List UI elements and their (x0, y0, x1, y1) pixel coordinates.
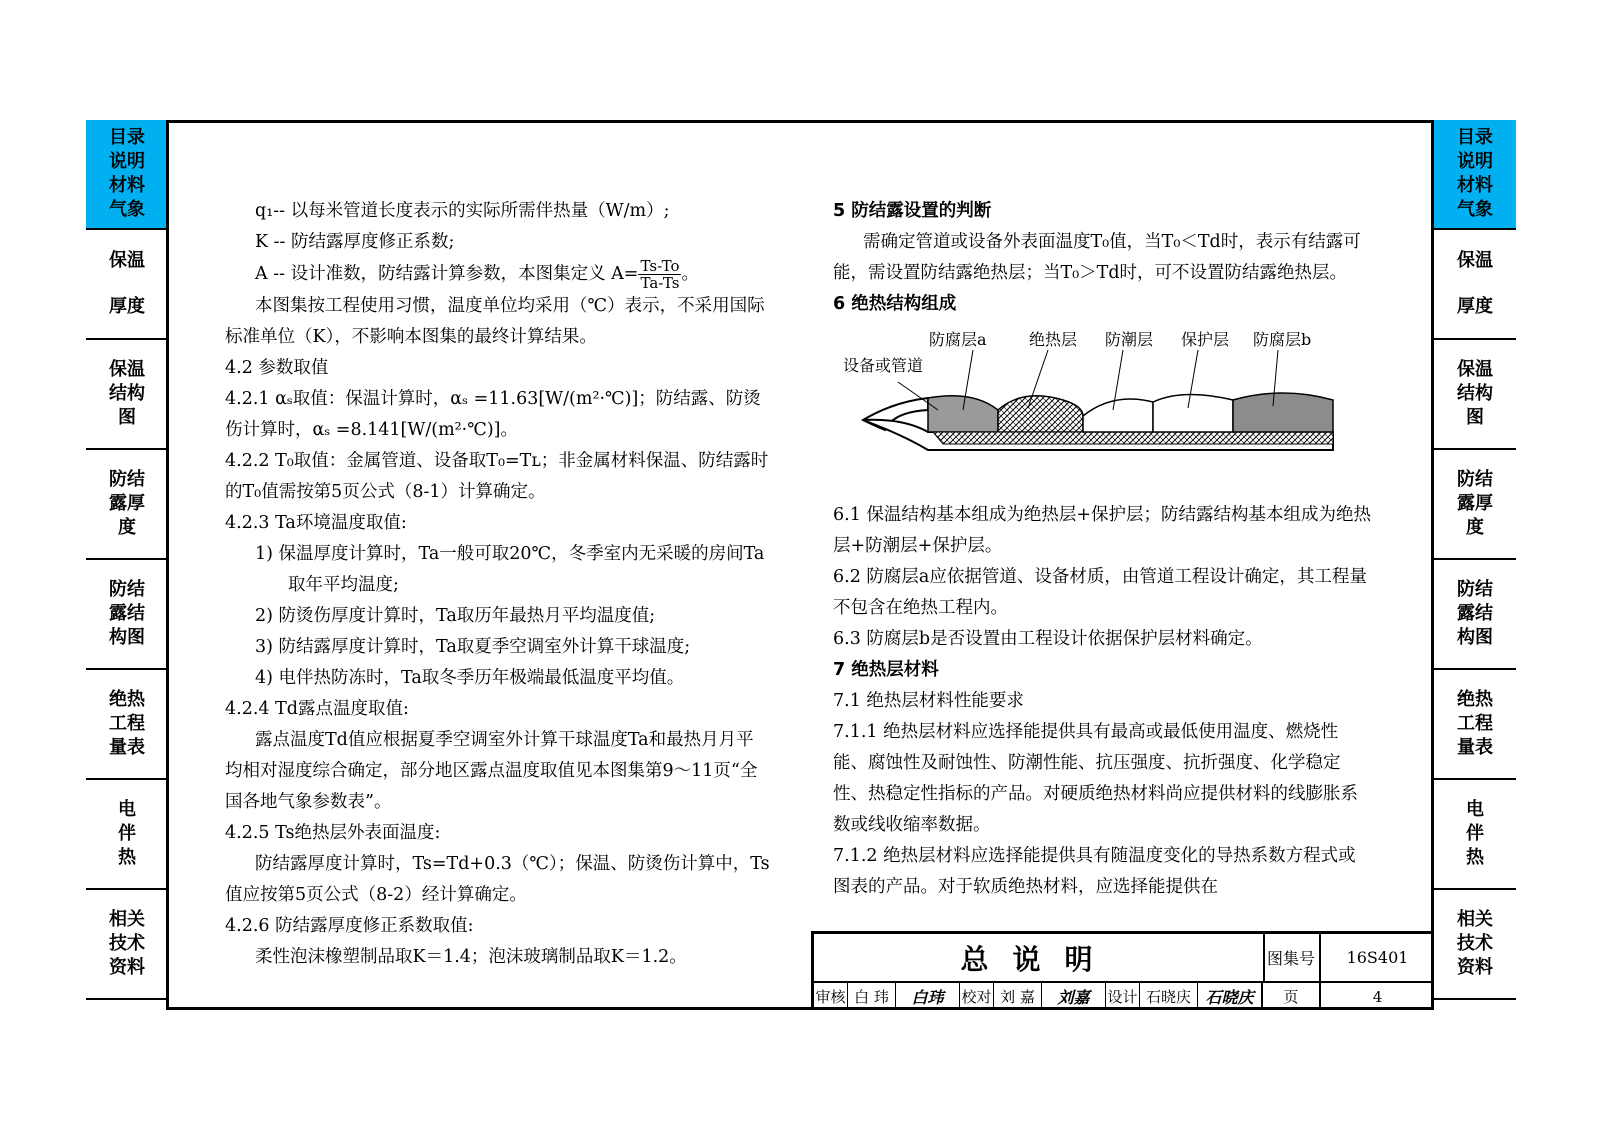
moisture-barrier-layer (1083, 399, 1153, 432)
reviewer-signature: 白玮 (896, 983, 960, 1010)
a-definition (225, 258, 770, 291)
tab-label: 相关技术资料 (109, 909, 145, 978)
tab-electric-tracing[interactable] (86, 780, 168, 890)
tab-anticondensation-thickness[interactable] (86, 450, 168, 560)
label-insulation: 绝热层 (1029, 330, 1078, 349)
tab-insulation-thickness[interactable] (86, 230, 168, 340)
label-moisture: 防潮层 (1105, 330, 1154, 349)
review-label: 审核 (814, 983, 848, 1010)
checker-signature: 刘嘉 (1042, 983, 1106, 1010)
page-label: 页 (1263, 983, 1321, 1010)
para-7-1-2: 7.1.2 绝热层材料应选择能提供具有随温度变化的导热系数方程式或图表的产品。对于软质绝热材料，应选择能提供在 (833, 846, 1356, 897)
section-4-2-3-item-1: 1) 保温厚度计算时，Ta一般可取20℃，冬季室内无采暖的房间Ta取年平均温度; (255, 544, 765, 595)
tab-label: 保温结构图 (109, 359, 145, 428)
designer-name: 石晓庆 (1140, 983, 1198, 1010)
a-formula-fraction (638, 258, 681, 291)
para-6-3: 6.3 防腐层b是否设置由工程设计依据保护层材料确定。 (833, 629, 1263, 649)
section-4-2-1: 4.2.1 αₛ取值：保温计算时，αₛ =11.63[W/(m²·℃)]；防结露、防烫伤计算时，αₛ =8.141[W/(m²·℃)]。 (225, 389, 761, 440)
section-4-2-3-item-4: 4) 电伴热防冻时，Ta取冬季历年极端最低温度平均值。 (255, 668, 685, 688)
right-nav-tabs (1434, 120, 1516, 1000)
a-numerator: Ts-To (640, 257, 680, 275)
tab-label: 防结露结构图 (109, 579, 145, 648)
tab-label: 电伴热 (1466, 799, 1484, 868)
tab-label: 保温厚度 (1457, 250, 1493, 317)
insulation-layer-band (933, 432, 1333, 444)
tab-label: 相关技术资料 (1457, 909, 1493, 978)
right-column (833, 196, 1373, 903)
anticorrosion-layer-a (928, 396, 998, 432)
section-4-2: 4.2 参数取值 (225, 358, 329, 378)
section-4-2-5: 4.2.5 Ts绝热层外表面温度: (225, 823, 441, 843)
tab-contents[interactable] (86, 120, 168, 230)
design-label: 设计 (1106, 983, 1140, 1010)
left-nav-tabs (86, 120, 168, 1000)
reviewer-name: 白 玮 (848, 983, 896, 1010)
section-4-2-3-item-2: 2) 防烫伤厚度计算时，Ta取历年最热月平均温度值; (255, 606, 656, 626)
section-4-2-2: 4.2.2 T₀取值：金属管道、设备取T₀=Tʟ；非金属材料保温、防结露时的T₀值需按第5页公式（8-1）计算确定。 (225, 451, 769, 502)
para-7-1-1: 7.1.1 绝热层材料应选择能提供具有最高或最低使用温度、燃烧性能、腐蚀性及耐蚀性、防潮性能、抗压强度、抗折强度、化学稳定性、热稳定性指标的产品。对硬质绝热材料尚应提供材料的线膨胀系数或线收缩率数据。 (833, 722, 1358, 835)
title-block-row-2 (814, 983, 1434, 1010)
a-definition-suffix: 。 (681, 264, 699, 284)
para-7-1: 7.1 绝热层材料性能要求 (833, 691, 1024, 711)
tab-label: 保温厚度 (109, 250, 145, 317)
tab-label: 防结露结构图 (1457, 579, 1493, 648)
section-4-2-5-body: 防结露厚度计算时，Ts=Td+0.3（℃）；保温、防烫伤计算中，Ts值应按第5页公式（8-2）经计算确定。 (225, 854, 770, 905)
tab-related-info[interactable] (86, 890, 168, 1000)
tab-label: 防结露厚度 (109, 469, 145, 538)
heading-6: 6 绝热结构组成 (833, 294, 957, 314)
para-6-1: 6.1 保温结构基本组成为绝热层+保护层；防结露结构基本组成为绝热层+防潮层+保护层。 (833, 505, 1372, 556)
tab-label: 电伴热 (118, 799, 136, 868)
title-block-row-1 (814, 934, 1434, 983)
tab-quantity-table[interactable] (86, 670, 168, 780)
k-definition: K -- 防结露厚度修正系数; (255, 232, 455, 252)
check-label: 校对 (960, 983, 994, 1010)
insulation-layer (998, 396, 1083, 432)
section-4-2-6: 4.2.6 防结露厚度修正系数取值: (225, 916, 474, 936)
tab-quantity-table[interactable] (1434, 670, 1516, 780)
section-4-2-4-body: 露点温度Td值应根据夏季空调室外计算干球温度Ta和最热月月平均相对湿度综合确定，部分地区露点温度取值见本图集第9～11页“全国各地气象参数表”。 (225, 730, 758, 812)
drawing-title: 总说明 (814, 934, 1265, 981)
tab-related-info[interactable] (1434, 890, 1516, 1000)
tab-anticondensation-thickness[interactable] (1434, 450, 1516, 560)
label-anticorrosion-a: 防腐层a (929, 330, 987, 349)
section-4-2-6-body: 柔性泡沫橡塑制品取K＝1.4；泡沫玻璃制品取K＝1.2。 (255, 947, 687, 967)
tab-label: 绝热工程量表 (1457, 689, 1493, 758)
tab-contents[interactable] (1434, 120, 1516, 230)
tab-label: 目录说明材料气象 (109, 127, 145, 220)
left-column (225, 196, 770, 973)
section-4-2-3: 4.2.3 Ta环境温度取值: (225, 513, 407, 533)
tab-electric-tracing[interactable] (1434, 780, 1516, 890)
tab-anticondensation-structure[interactable] (86, 560, 168, 670)
anticorrosion-layer-b (1233, 393, 1333, 432)
heading-7: 7 绝热层材料 (833, 660, 939, 680)
tab-label: 绝热工程量表 (109, 689, 145, 758)
title-block (811, 931, 1434, 1010)
para-6-2: 6.2 防腐层a应依据管道、设备材质，由管道工程设计确定，其工程量不包含在绝热工程内。 (833, 567, 1367, 618)
tab-anticondensation-structure[interactable] (1434, 560, 1516, 670)
tab-insulation-structure[interactable] (86, 340, 168, 450)
atlas-no: 16S401 (1346, 948, 1409, 967)
q1-definition: q₁-- 以每米管道长度表示的实际所需伴热量（W/m）; (255, 201, 670, 221)
para-5: 需确定管道或设备外表面温度T₀值，当T₀＜Td时，表示有结露可能，需设置防结露绝热层；当T₀＞Td时，可不设置防结露绝热层。 (833, 232, 1361, 283)
tab-insulation-thickness[interactable] (1434, 230, 1516, 340)
label-equipment: 设备或管道 (843, 356, 924, 375)
a-denominator: Ta-Ts (640, 274, 680, 292)
page-number: 4 (1372, 987, 1383, 1006)
checker-name: 刘 嘉 (994, 983, 1042, 1010)
a-definition-prefix: A -- 设计准数，防结露计算参数，本图集定义 A= (255, 264, 639, 284)
tab-label: 目录说明材料气象 (1457, 127, 1493, 220)
tab-label: 保温结构图 (1457, 359, 1493, 428)
protection-layer (1153, 394, 1233, 432)
designer-signature: 石晓庆 (1198, 983, 1263, 1010)
atlas-no-label: 图集号 (1263, 934, 1321, 981)
section-4-2-4: 4.2.4 Td露点温度取值: (225, 699, 409, 719)
heading-5: 5 防结露设置的判断 (833, 201, 992, 221)
label-protection: 保护层 (1181, 330, 1230, 349)
section-4-2-3-item-3: 3) 防结露厚度计算时，Ta取夏季空调室外计算干球温度; (255, 637, 691, 657)
tab-label: 防结露厚度 (1457, 469, 1493, 538)
tab-insulation-structure[interactable] (1434, 340, 1516, 450)
insulation-structure-diagram (833, 320, 1373, 500)
unit-note: 本图集按工程使用习惯，温度单位均采用（℃）表示，不采用国际标准单位（K），不影响本图集的最终计算结果。 (225, 296, 765, 347)
label-anticorrosion-b: 防腐层b (1253, 330, 1312, 349)
